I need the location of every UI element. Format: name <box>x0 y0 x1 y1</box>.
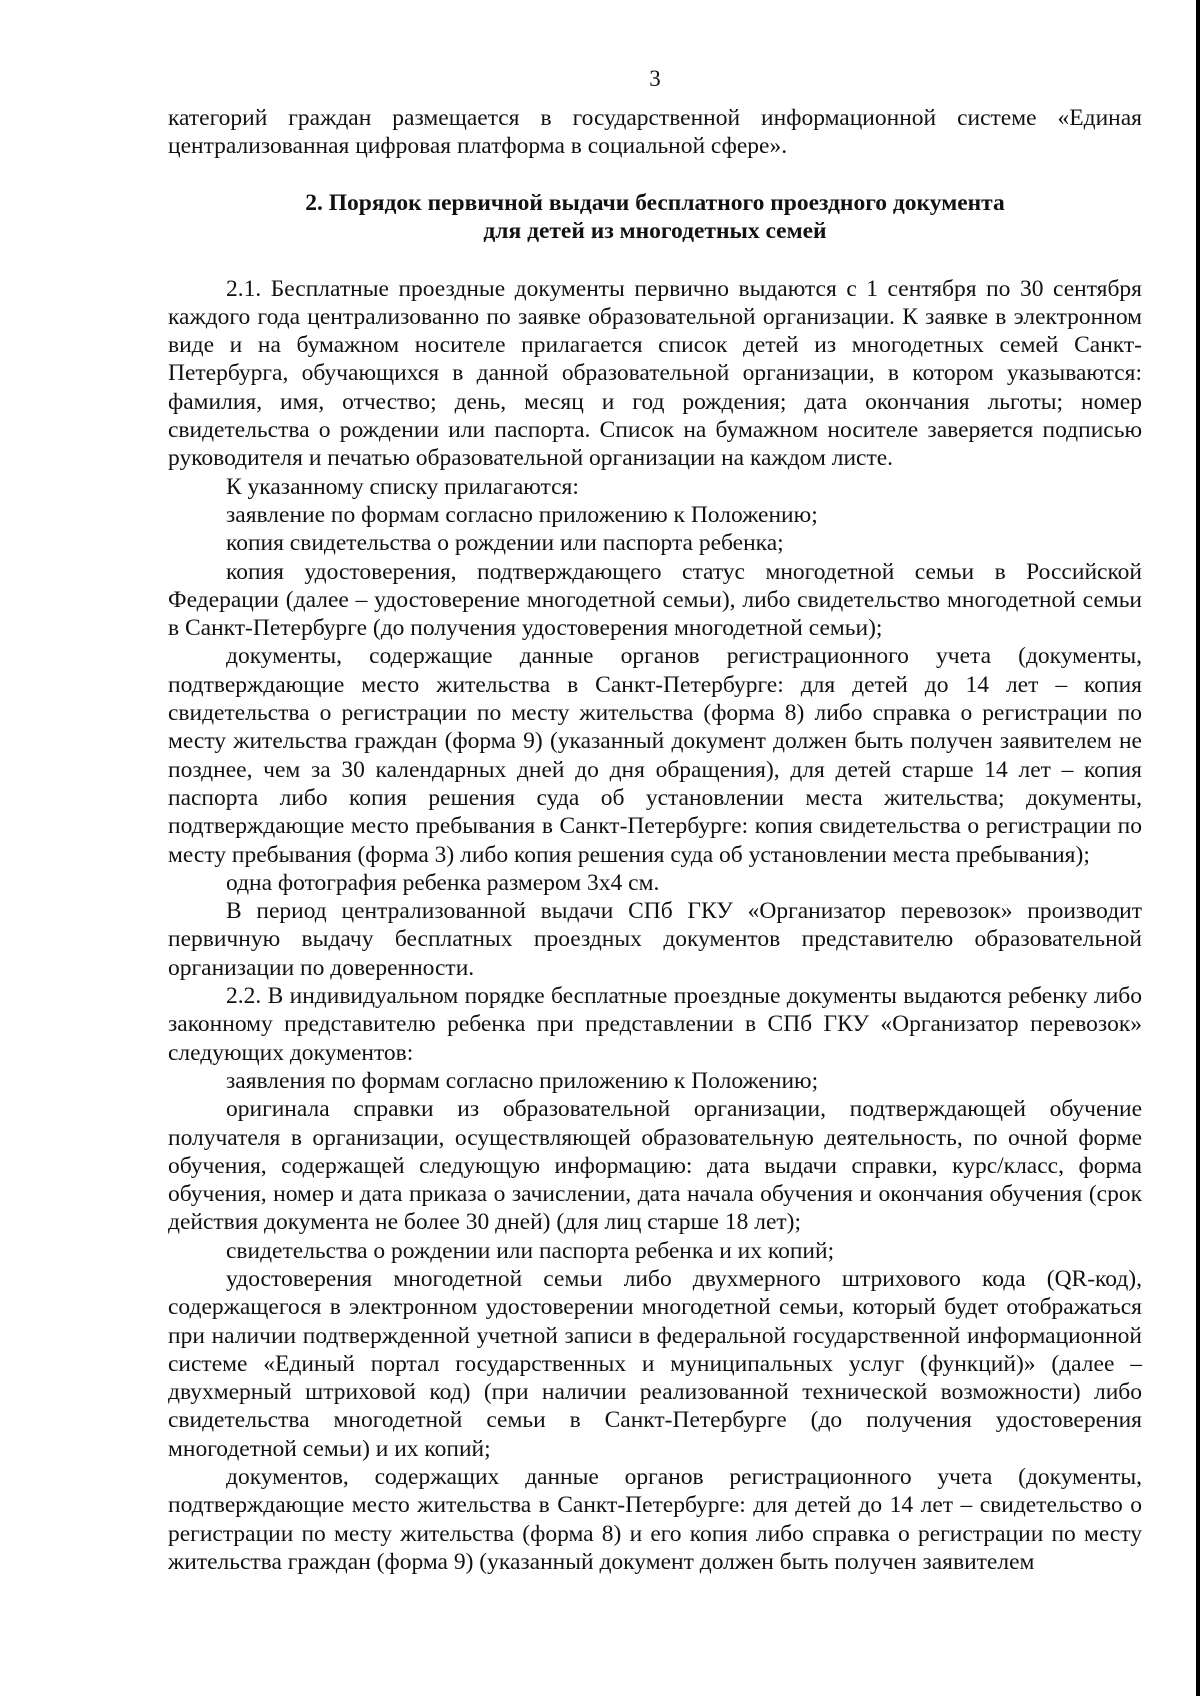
paragraph-large-family-certificate: удостоверения многодетной семьи либо двухмерного штрихового кода (QR-код), содержащегося в электронном удостоверении многодетной семьи, который будет отображаться при наличии подтвержденной учетной записи в федеральной государственной информационной системе «Единый портал государственных и муниципальных услуг (функций)» (далее – двухмерный штриховой код) (при наличии реализованной технической возможности) либо свидетельства многодетной семьи в Санкт-Петербурге (до получения удостоверения многодетной семьи) и их копий; <box>168 1265 1142 1462</box>
paragraph-registration-documents: документы, содержащие данные органов регистрационного учета (документы, подтверждающие место жительства в Санкт-Петербурге: для детей до 14 лет – копия свидетельства о регистрации по месту жительства (форма 8) либо справка о регистрации по месту жительства граждан (форма 9) (указанный документ должен быть получен заявителем не позднее, чем за 30 календарных дней до дня обращения), для детей старше 14 лет – копия паспорта либо копия решения суда об установлении места жительства; документы, подтверждающие место пребывания в Санкт-Петербурге: копия свидетельства о регистрации по месту пребывания (форма 3) либо копия решения суда об установлении места пребывания); <box>168 643 1142 868</box>
paragraph-school-certificate: оригинала справки из образовательной организации, подтверждающей обучение получателя в организации, осуществляющей образовательную деятельность, по очной форме обучения, содержащей следующую информацию: дата выдачи справки, курс/класс, форма обучения, номер и дата приказа о зачислении, дата начала обучения и окончания обучения (срок действия документа не более 30 дней) (для лиц старше 18 лет); <box>168 1096 1142 1236</box>
page-number: 3 <box>649 66 661 91</box>
paragraph-2-2: 2.2. В индивидуальном порядке бесплатные проездные документы выдаются ребенку либо законному представителю ребенка при представлении в СПб ГКУ «Организатор перевозок» следующих документов: <box>168 983 1142 1066</box>
paragraph-centralized-issue: В период централизованной выдачи СПб ГКУ «Организатор перевозок» производит первичную выдачу бесплатных проездных документов представителю образовательной организации по доверенности. <box>168 898 1142 981</box>
paragraph-application: заявление по формам согласно приложению к Положению; <box>226 501 818 528</box>
paragraph-registration-documents-2: документов, содержащих данные органов регистрационного учета (документы, подтверждающие место жительства в Санкт-Петербурге: для детей до 14 лет – свидетельство о регистрации по месту жительства (форма 8) и его копия либо справка о регистрации по месту жительства граждан (форма 9) (указанный документ должен быть получен заявителем <box>168 1464 1142 1575</box>
paragraph-attachments-intro: К указанному списку прилагаются: <box>226 473 579 500</box>
paragraph-birth-certificate: свидетельства о рождении или паспорта ребенка и их копий; <box>226 1237 835 1264</box>
section-heading-line-1: 2. Порядок первичной выдачи бесплатного проездного документа <box>305 189 1005 216</box>
section-heading-line-2: для детей из многодетных семей <box>483 217 827 244</box>
paragraph-applications: заявления по формам согласно приложению к Положению; <box>226 1067 819 1094</box>
paragraph-2-1: 2.1. Бесплатные проездные документы первично выдаются с 1 сентября по 30 сентября каждого года централизованно по заявке образовательной организации. К заявке в электронном виде и на бумажном носителе прилагается список детей из многодетных семей Санкт-Петербурга, обучающихся в данной образовательной организации, в котором указываются: фамилия, имя, отчество; день, месяц и год рождения; дата окончания льготы; номер свидетельства о рождении или паспорта. Список на бумажном носителе заверяется подписью руководителя и печатью образовательной организации на каждом листе. <box>168 275 1142 472</box>
paragraph-large-family-certificate-copy: копия удостоверения, подтверждающего статус многодетной семьи в Российской Федерации (далее – удостоверение многодетной семьи), либо свидетельство многодетной семьи в Санкт-Петербурге (до получения удостоверения многодетной семьи); <box>168 558 1142 642</box>
paragraph-photo: одна фотография ребенка размером 3x4 см. <box>226 869 660 896</box>
scan-edge <box>1196 0 1200 1696</box>
paragraph-birth-certificate-copy: копия свидетельства о рождении или паспорта ребенка; <box>226 530 784 557</box>
intro-paragraph: категорий граждан размещается в государственной информационной системе «Единая централизованная цифровая платформа в социальной сфере». <box>168 105 1142 160</box>
section-heading <box>168 189 1142 245</box>
